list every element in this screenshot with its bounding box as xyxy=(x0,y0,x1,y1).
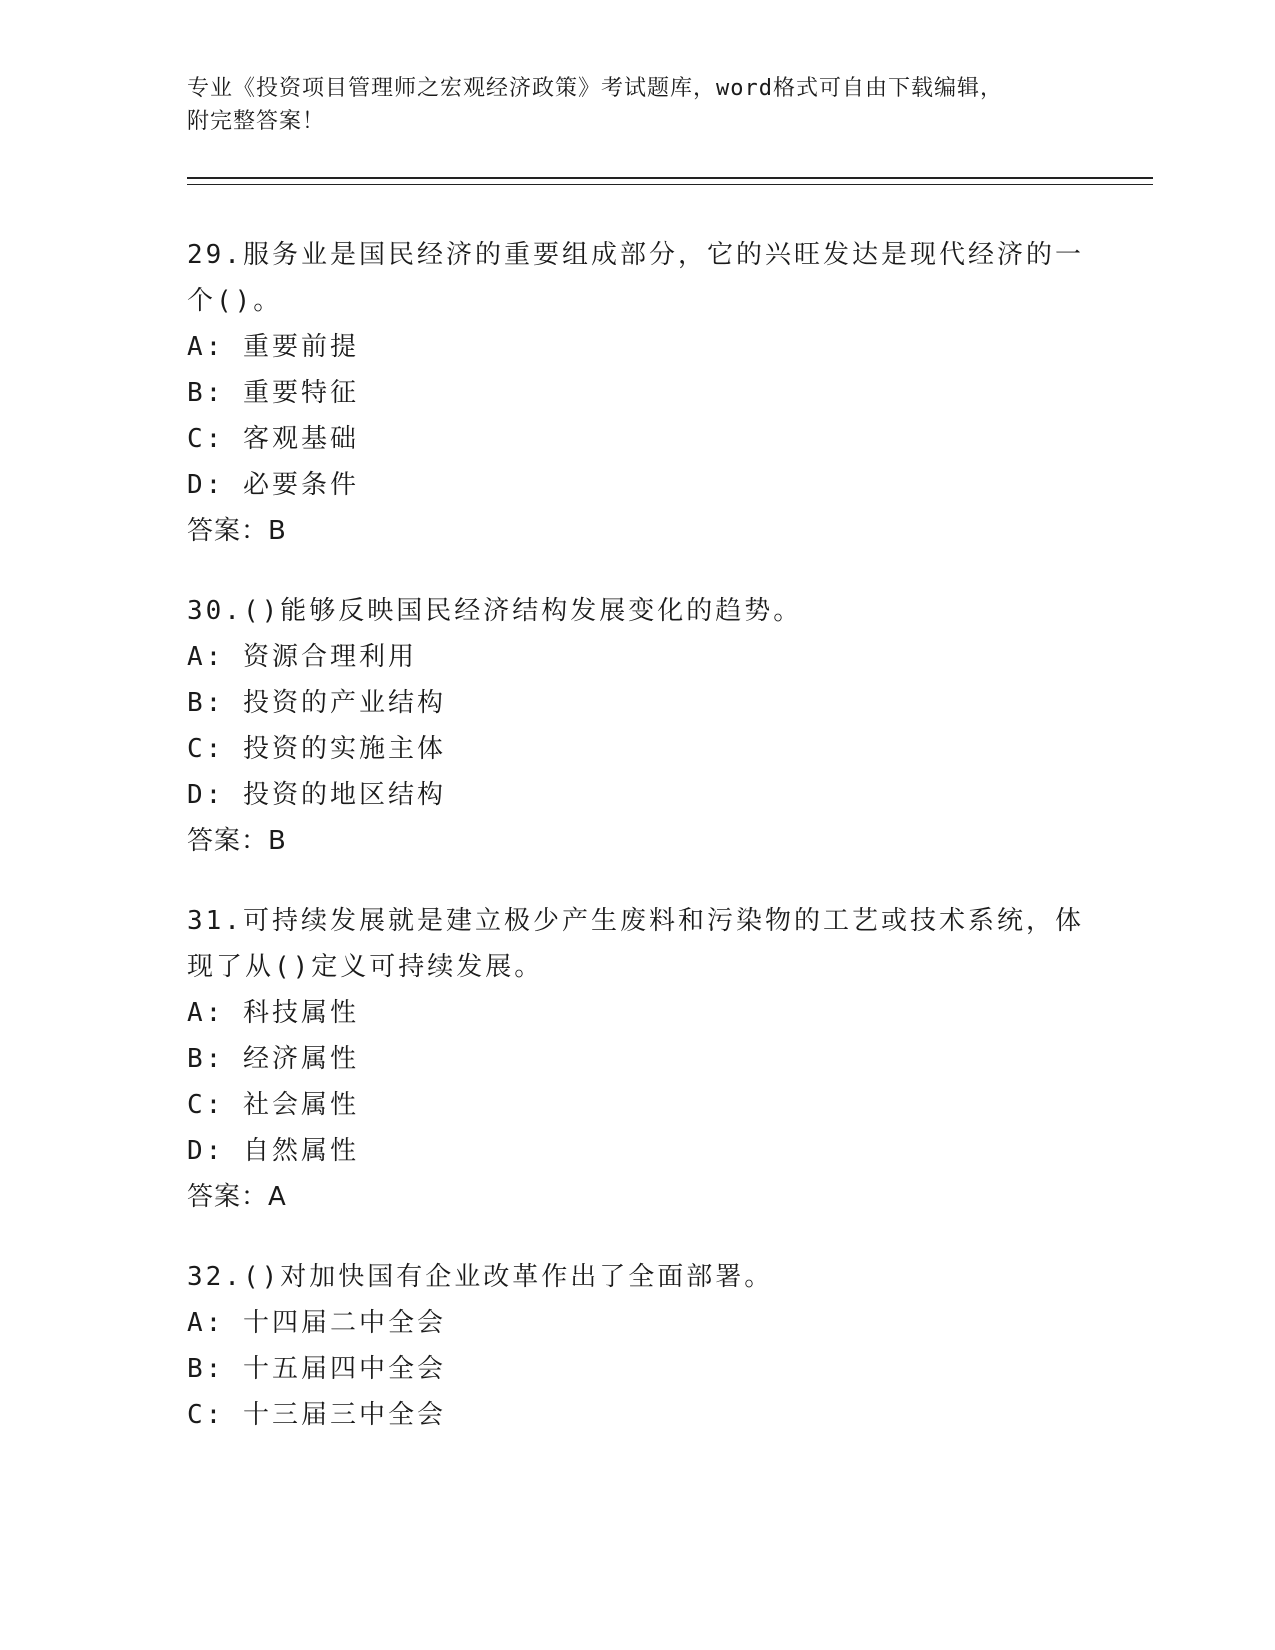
option-a: A: 十四届二中全会 xyxy=(187,1308,446,1338)
question-stem: 32.()对加快国有企业改革作出了全面部署。 xyxy=(187,1262,774,1292)
option-b: B: 经济属性 xyxy=(187,1044,359,1074)
option-d: D: 必要条件 xyxy=(187,470,359,500)
option-c: C: 十三届三中全会 xyxy=(187,1400,446,1430)
question-31 xyxy=(187,898,1087,1220)
option-a: A: 重要前提 xyxy=(187,332,359,362)
question-32 xyxy=(187,1254,1087,1438)
option-b: B: 十五届四中全会 xyxy=(187,1354,446,1384)
question-29 xyxy=(187,232,1087,554)
question-stem: 31.可持续发展就是建立极少产生废料和污染物的工艺或技术系统，体 xyxy=(187,906,1084,936)
header-divider xyxy=(187,177,1153,185)
question-list xyxy=(187,232,1087,1472)
option-b: B: 投资的产业结构 xyxy=(187,688,446,718)
question-30 xyxy=(187,588,1087,864)
option-d: D: 自然属性 xyxy=(187,1136,359,1166)
question-stem: 30.()能够反映国民经济结构发展变化的趋势。 xyxy=(187,596,803,626)
option-a: A: 资源合理利用 xyxy=(187,642,417,672)
option-a: A: 科技属性 xyxy=(187,998,359,1028)
option-d: D: 投资的地区结构 xyxy=(187,780,446,810)
question-stem-continued: 现了从()定义可持续发展。 xyxy=(187,952,544,982)
option-c: C: 投资的实施主体 xyxy=(187,734,446,764)
question-stem: 29.服务业是国民经济的重要组成部分，它的兴旺发达是现代经济的一 xyxy=(187,240,1084,270)
option-b: B: 重要特征 xyxy=(187,378,359,408)
answer-line: 答案：B xyxy=(187,516,287,546)
question-stem-continued: 个()。 xyxy=(187,286,283,316)
answer-line: 答案：B xyxy=(187,826,287,856)
option-c: C: 社会属性 xyxy=(187,1090,359,1120)
header-line-1: 专业《投资项目管理师之宏观经济政策》考试题库，word格式可自由下载编辑， xyxy=(187,76,1003,101)
header-line-2: 附完整答案！ xyxy=(187,109,326,134)
answer-line: 答案：A xyxy=(187,1182,287,1212)
document-header xyxy=(187,72,1067,138)
option-c: C: 客观基础 xyxy=(187,424,359,454)
